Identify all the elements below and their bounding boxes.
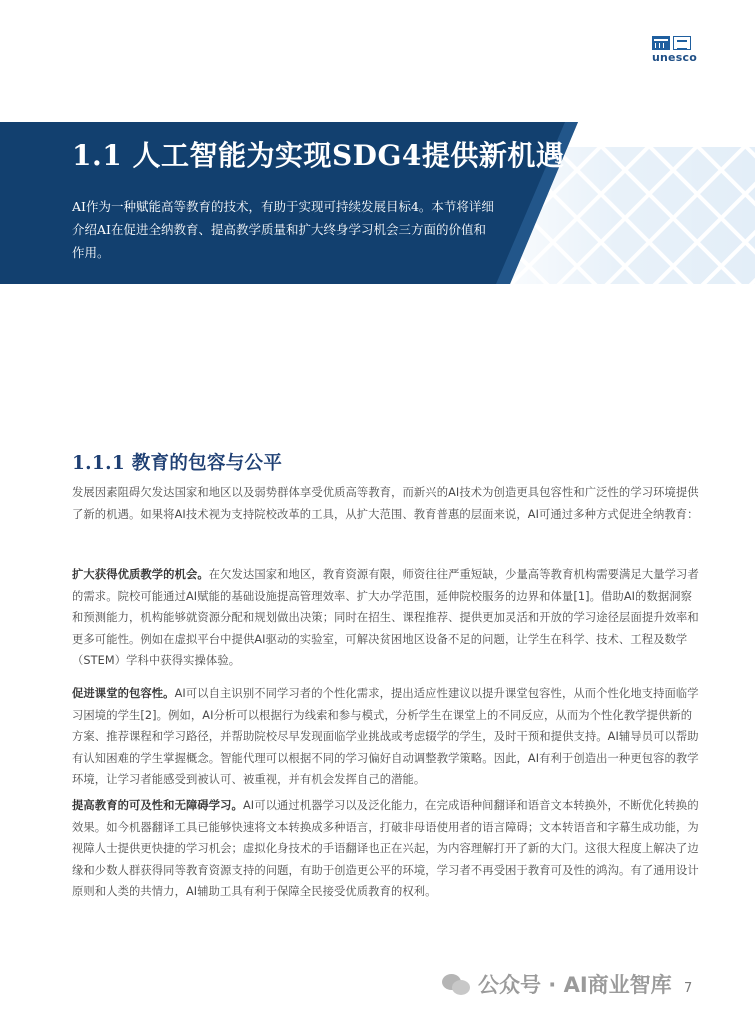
book-icon [673,36,691,50]
paragraph-inclusion [72,683,702,791]
section-intro: AI作为一种赋能高等教育的技术，有助于实现可持续发展目标4。本节将详细介绍AI在促进全纳教育、提高教学质量和扩大终身学习机会三方面的价值和作用。 [72,199,494,260]
paragraph-text: AI可以通过机器学习以及泛化能力，在完成语种间翻译和语音文本转换外，不断优化转换的效果。如今机器翻译工具已能够快速将文本转换成多种语言，打破非母语使用者的语言障碍；文本转语音和字幕生成功能，为视障人士提供更快捷的学习机会；虚拟化身技术的手语翻译也正在兴起，为内容理解打开了新的大门。这很大程度上解决了边缘和少数人群获得同等教育资源支持的问题，有助于创造更公平的环境，学习者不再受困于教育可及性的鸿沟。有了通用设计原则和人类的共情力，AI辅助工具有利于保障全民接受优质教育的权利。 [72,799,699,898]
paragraph-lead: 提高教育的可及性和无障碍学习。 [72,799,243,812]
paragraph-text: AI可以自主识别不同学习者的个性化需求，提出适应性建议以提升课堂包容性，从而个性化地支持面临学习困境的学生[2]。例如，AI分析可以根据行为线索和参与模式，分析学生在课堂上的不同反应，从而为个性化教学提供新的方案、推荐课程和学习路径，并帮助院校尽早发现面临学业挑战或考虑辍学的学生，及时干预和提供支持。AI辅导员可以帮助有认知困难的学生掌握概念。智能代理可以根据不同的学习偏好自动调整教学策略。因此，AI有利于创造出一种更包容的教学环境，让学习者能感受到被认可、被重视，并有机会发挥自己的潜能。 [72,687,699,786]
wechat-icon [442,972,472,996]
paragraph-accessibility [72,795,702,903]
paragraph-access [72,564,702,672]
paragraph-lead: 促进课堂的包容性。 [72,687,175,700]
section-title: 1.1 人工智能为实现SDG4提供新机遇 [72,139,565,172]
temple-icon [652,36,670,50]
paragraph-lead: 扩大获得优质教学的机会。 [72,568,209,581]
page-number: 7 [684,981,693,996]
logo-text: unesco [652,51,697,64]
paragraph-intro [72,482,702,525]
watermark-text: 公众号 · AI商业智库 [478,973,672,997]
unesco-logo [652,36,700,68]
subsection-title: 1.1.1 教育的包容与公平 [72,453,283,474]
paragraph-text: 在欠发达国家和地区，教育资源有限，师资往往严重短缺，少量高等教育机构需要满足大量学习者的需求。院校可能通过AI赋能的基础设施提高管理效率、扩大办学范围，延伸院校服务的边界和体量[1]。借助AI的数据洞察和预测能力，机构能够就资源分配和规划做出决策；同时在招生、课程推荐、提供更加灵活和开放的学习途径层面提升效率和更多可能性。例如在虚拟平台中提供AI驱动的实验室，可解决贫困地区设备不足的问题，让学生在科学、技术、工程及数学（STEM）学科中获得实操体验。 [72,568,699,667]
watermark [442,969,672,999]
paragraph-text: 发展因素阻碍欠发达国家和地区以及弱势群体享受优质高等教育，而新兴的AI技术为创造更具包容性和广泛性的学习环境提供了新的机遇。如果将AI技术视为支持院校改革的工具，从扩大范围、教育普惠的层面来说，AI可通过多种方式促进全纳教育： [72,486,699,521]
